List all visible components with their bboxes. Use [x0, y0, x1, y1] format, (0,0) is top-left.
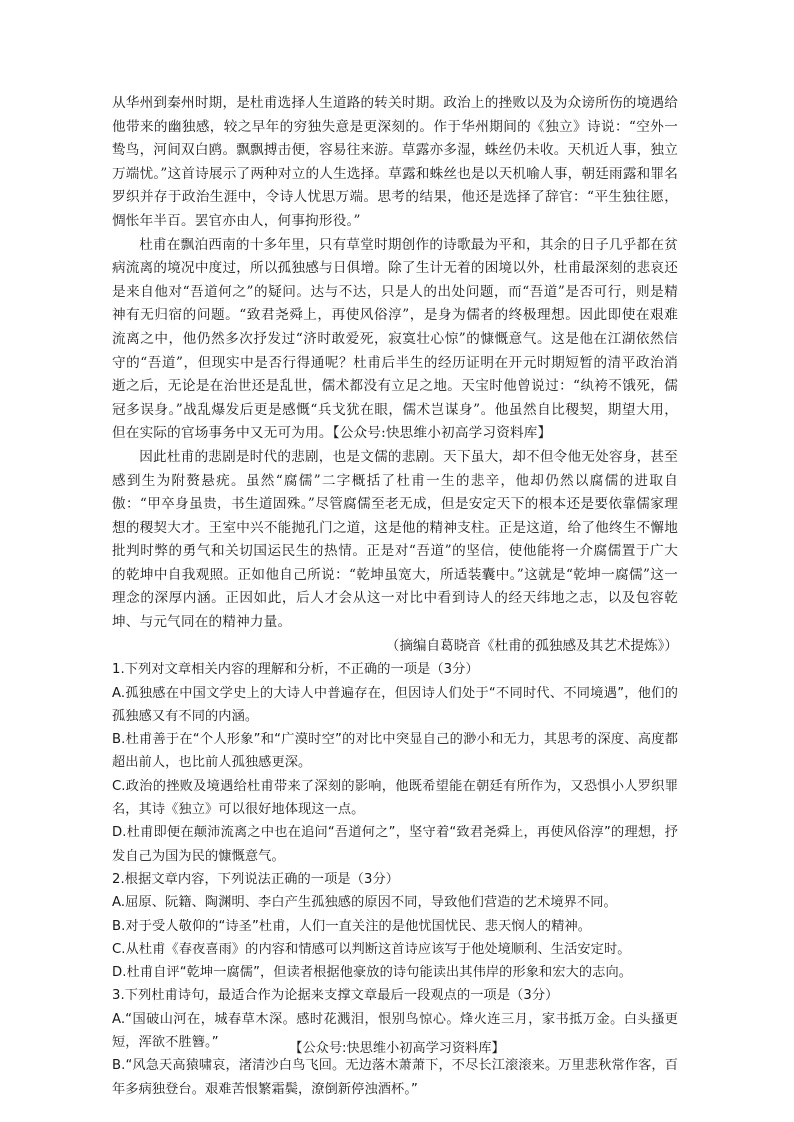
question-1-option-d: D.杜甫即便在颠沛流离之中也在追问“吾道何之”，坚守着“致君尧舜上，再使风俗淳”的理想，抒发自己为国为民的慷慨意气。 [112, 825, 678, 864]
article-paragraph-2: 杜甫在飘泊西南的十多年里，只有草堂时期创作的诗歌最为平和，其余的日子几乎都在贫病流离的境况中度过，所以孤独感与日俱增。除了生计无着的困境以外，杜甫最深刻的悲哀还是来自他对“吾道何之”的疑问。达与不达，只是人的出处问题，而“吾道”是否可行，则是精神有无归宿的问题。“致君尧舜上，再使风俗淳”，是身为儒者的终极理想。因此即使在艰难流离之中，他仍然多次抒发过“济时敢爱死，寂寞壮心惊”的慷慨意气。这是他在江湖依然信守的“吾道”，但现实中是否行得通呢？杜甫后半生的经历证明在开元时期短暂的清平政治消逝之后，无论是在治世还是乱世，儒术都没有立足之地。天宝时他曾说过：“纨袴不饿死，儒冠多误身。”战乱爆发后更是感慨“兵戈犹在眼，儒术岂谋身”。他虽然自比稷契，期望大用，但在实际的官场事务中又无可为用。【公众号:快思维小初高学习资料库】 [112, 236, 678, 442]
question-2-option-b: B.对于受人敬仰的“诗圣”杜甫，人们一直关注的是他忧国忧民、悲天悯人的精神。 [112, 918, 592, 934]
question-1-stem: 1.下列对文章相关内容的理解和分析，不正确的一项是（3分） [112, 662, 479, 678]
page-footer: 【公众号:快思维小初高学习资料库】 [289, 1041, 505, 1056]
question-2-option-c: C.从杜甫《春夜喜雨》的内容和情感可以判断这首诗应该写于他处境顺利、生活安定时。 [112, 941, 631, 957]
question-1-option-c: C.政治的挫败及境遇给杜甫带来了深刻的影响，他既希望能在朝廷有所作为，又恐惧小人罗织罪名，其诗《独立》可以很好地体现这一点。 [112, 778, 678, 818]
question-1-option-b: B.杜甫善于在“个人形象”和“广漠时空”的对比中突显自己的渺小和无力，其思考的深度、高度都超出前人，也比前人孤独感更深。 [112, 732, 678, 771]
article-source: （摘编自葛晓音《杜甫的孤独感及其艺术提炼》） [385, 637, 678, 654]
question-1-option-a: A.孤独感在中国文学史上的大诗人中普遍存在，但因诗人们处于“不同时代、不同境遇”，他们的孤独感又有不同的内涵。 [112, 685, 678, 724]
question-2-option-a: A.屈原、阮籍、陶渊明、李白产生孤独感的原因不同，导致他们营造的艺术境界不同。 [112, 895, 617, 911]
question-3-option-b: B.“风急天高猿啸哀，渚清沙白鸟飞回。无边落木萧萧下，不尽长江滚滚来。万里悲秋常作客，百年多病独登台。艰难苦恨繁霜鬓，潦倒新停浊酒杯。” [112, 1058, 678, 1097]
question-3-stem: 3.下列杜甫诗句，最适合作为论据来支撑文章最后一段观点的一项是（3分） [112, 988, 559, 1004]
question-2 [112, 868, 678, 984]
question-1 [112, 658, 678, 868]
question-3-option-a: A.“国破山河在，城春草木深。感时花溅泪，恨别鸟惊心。烽火连三月，家书抵万金。白头搔更短，浑欲不胜簪。” [112, 1011, 678, 1050]
exam-page [112, 92, 678, 1101]
question-2-stem: 2.根据文章内容，下列说法正确的一项是（3分） [112, 871, 400, 887]
article-paragraph-1: 从华州到秦州时期，是杜甫选择人生道路的转关时期。政治上的挫败以及为众谤所伤的境遇给他带来的幽独感，较之早年的穷独失意是更深刻的。作于华州期间的《独立》诗说：“空外一鸷鸟，河间双白鸥。飘飘搏击便，容易往来游。草露亦多湿，蛛丝仍未收。天机近人事，独立万端忧。”这首诗展示了两种对立的人生选择。草露和蛛丝也是以天机喻人事，朝廷雨露和罪名罗织并存于政治生涯中，令诗人忧思万端。思考的结果，他还是选择了辞官：“平生独往愿，惆怅年半百。罢官亦由人，何事拘形役。” [112, 95, 678, 229]
article-paragraph-3: 因此杜甫的悲剧是时代的悲剧，也是文儒的悲剧。天下虽大，却不但令他无处容身，甚至感到生为附赘悬疣。虽然“腐儒”二字概括了杜甫一生的悲辛，他却仍然以腐儒的进取自傲：“甲卒身虽贵，书生道固殊。”尽管腐儒至老无成，但是安定天下的根本还是要依靠儒家理想的稷契大才。王室中兴不能抛孔门之道，这是他的精神支柱。正是这道，给了他终生不懈地批判时弊的勇气和关切国运民生的热情。正是对“吾道”的坚信，使他能将一介腐儒置于广大的乾坤中自我观照。正如他自己所说：“乾坤虽宽大，所适装囊中。”这就是“乾坤一腐儒”这一理念的深厚内涵。正因如此，后人才会从这一对比中看到诗人的经天纬地之志，以及包容乾坤、与元气同在的精神力量。 [112, 448, 678, 631]
question-2-option-d: D.杜甫自评“乾坤一腐儒”，但读者根据他豪放的诗句能读出其伟岸的形象和宏大的志向。 [112, 965, 633, 981]
